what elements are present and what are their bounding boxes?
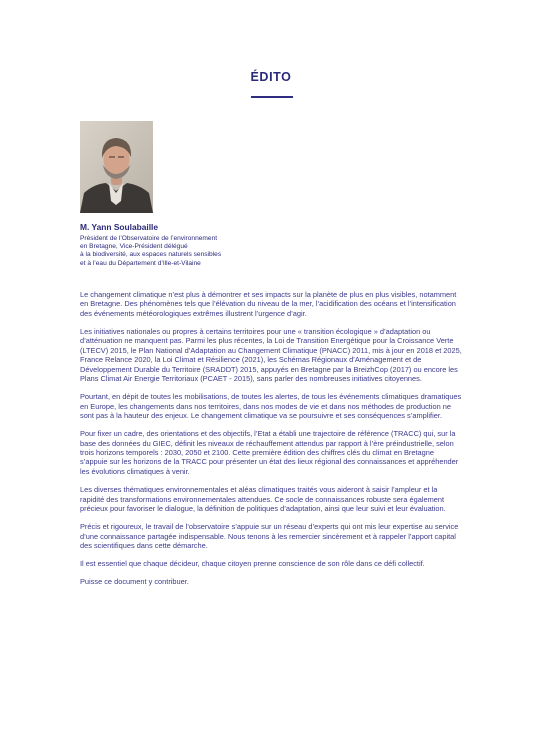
paragraph: Le changement climatique n’est plus à démontrer et ses impacts sur la planète de plus en plus visibles, notamment en Bretagne. Des phénomènes tels que l’élévation du niveau de la mer, l’acidification des océans et l’intensification des événements météorologiques extrêmes illustrent l’urgence d’agir. (80, 290, 457, 318)
paragraph: Pourtant, en dépit de toutes les mobilisations, de toutes les alertes, de tous les événements climatiques dramatiques en Europe, les changements dans nos territoires, dans nos modes de vie et dans nos méthodes de production ne sont pas à la hauteur des enjeux. Le changement climatique va se poursuivre et ses conséquences s’amplifier. (80, 392, 462, 421)
author-role (80, 235, 270, 268)
page-title: ÉDITO (250, 70, 292, 84)
paragraph: Il est essentiel que chaque décideur, chaque citoyen prenne conscience de son rôle dans ce défi collectif. (80, 559, 425, 569)
author-portrait (80, 121, 153, 213)
author-role-line: en Bretagne, Vice-Président délégué (80, 243, 188, 251)
author-role-line: et à l’eau du Département d’Ille-et-Vilaine (80, 259, 201, 267)
paragraph: Puisse ce document y contribuer. (80, 577, 189, 587)
author-name: M. Yann Soulabaille (80, 222, 159, 232)
title-underline (251, 96, 293, 98)
author-role-line: Président de l’Observatoire de l’environnement (80, 235, 218, 242)
editorial-body (80, 290, 462, 596)
paragraph: Les initiatives nationales ou propres à certains territoires pour une « transition écologique » d’adaptation ou d’atténuation ne manquent pas. Parmi les plus récentes, la Loi de Transition Energétique pour la Croissance Verte (LTECV) 2015, le Plan National d’Adaptation au Changement Climatique (PNACC) 2011, mis à jour en 2018 et 2025, France Relance 2020, la Loi Climat et Résilience (2021), les Schémas Régionaux d’Aménagement et de Développement Durable du Territoire (SRADDT) 2015, appuyés en Bretagne par la BreizhCop (2017) ou encore les Plans Climat Air Energie Territoriaux (PCAET - 2015), sans parler des nombreuses initiatives citoyennes. (80, 327, 462, 384)
paragraph: Précis et rigoureux, le travail de l’observatoire s’appuie sur un réseau d’experts qui ont mis leur expertise au service d’une connaissance partagée indispensable. Nous tenons à les remercier sincèrement et à rappeler l’apport capital des scientifiques dans cette démarche. (80, 522, 459, 550)
paragraph: Pour fixer un cadre, des orientations et des objectifs, l’Etat a établi une trajectoire de référence (TRACC) qui, sur la base des données du GIEC, définit les niveaux de réchauffement attendus par rapport à l’ère préindustrielle, selon trois horizons temporels : 2030, 2050 et 2100. Cette première édition des chiffres clés du climat en Bretagne s’appuie sur les horizons de la TRACC pour présenter un état des lieux régional des connaissances et appréhender les évolutions climatiques à venir. (80, 429, 459, 476)
paragraph: Les diverses thématiques environnementales et aléas climatiques traités vous aideront à saisir l’ampleur et la rapidité des transformations environnementales attendues. Ce socle de connaissances robuste sera également précieux pour favoriser le dialogue, la définition de politiques d’adaptation, ainsi que leur suivi et leur évaluation. (80, 485, 446, 513)
author-role-line: à la biodiversité, aux espaces naturels sensibles (80, 251, 222, 259)
